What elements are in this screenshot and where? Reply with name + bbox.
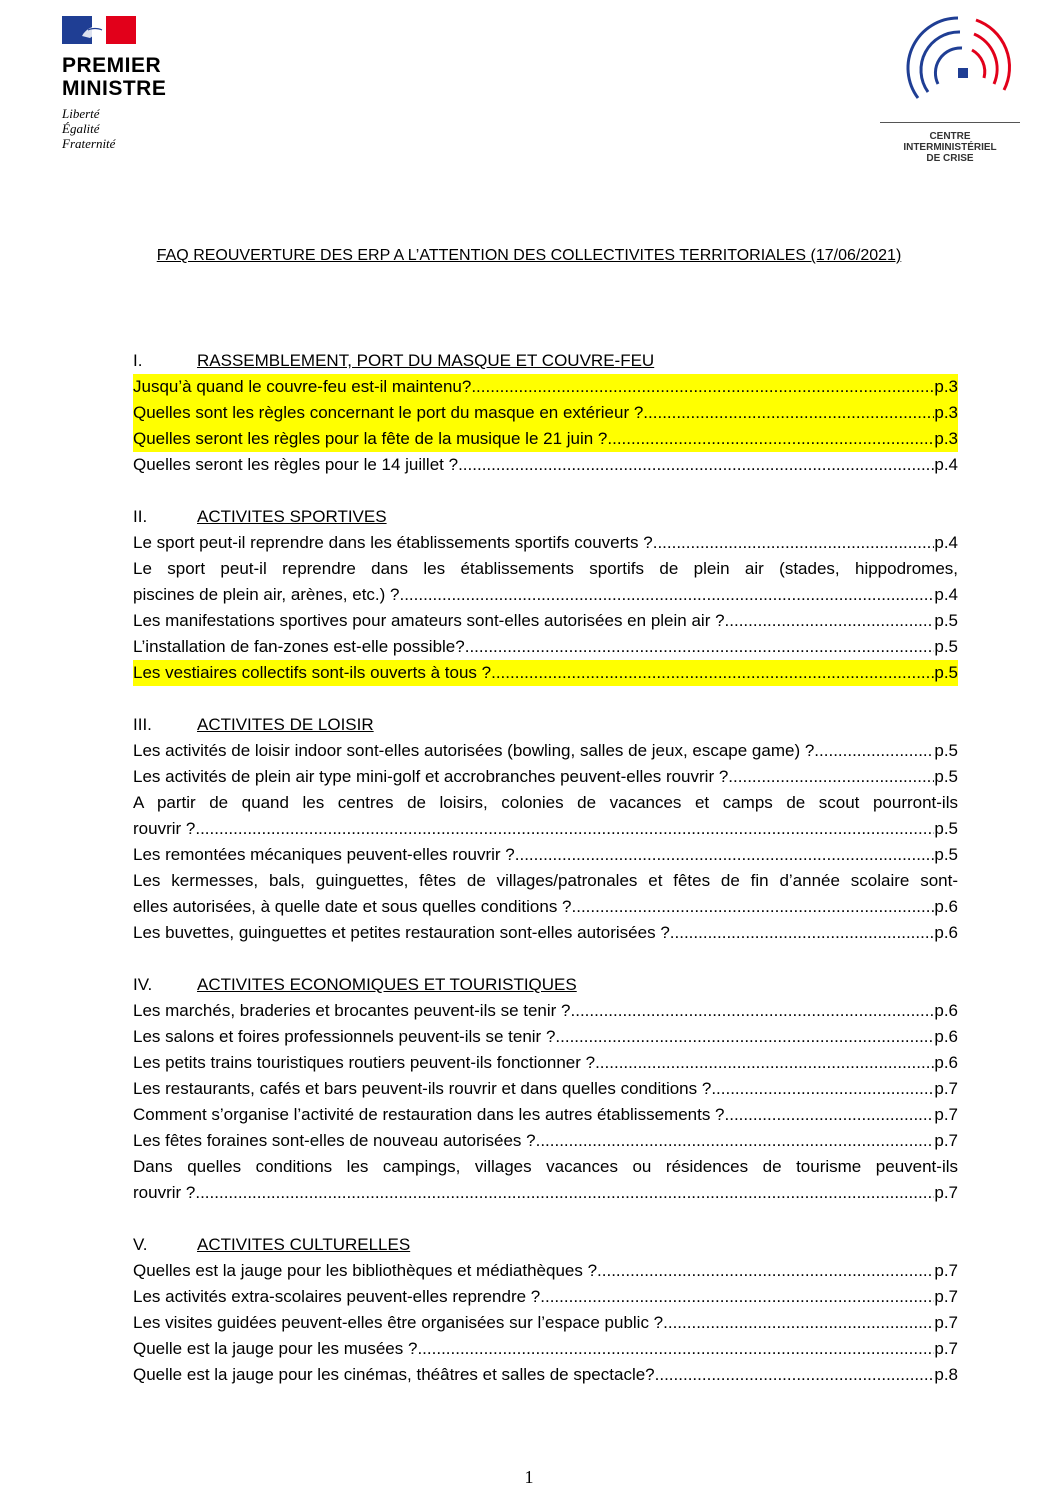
toc-entry-line (133, 920, 958, 946)
toc-entry-text: Les restaurants, cafés et bars peuvent-ils rouvrir et dans quelles conditions ? (133, 1079, 712, 1098)
toc-entry[interactable] (133, 400, 958, 426)
toc-page-ref: p.6 (934, 1001, 958, 1020)
toc-entry-text: Les activités de plein air type mini-golf et accrobranches peuvent-elles rouvrir ? (133, 767, 729, 786)
toc-entry-line (133, 816, 958, 842)
dot-leader (571, 998, 935, 1024)
toc-entry-highlighted (133, 400, 958, 426)
toc-section (133, 504, 958, 686)
toc-page-ref: p.5 (934, 767, 958, 786)
toc-page-ref: p.3 (934, 377, 958, 396)
motto-egalite: Égalité (62, 121, 100, 136)
toc-entry-line (133, 1336, 958, 1362)
motto-liberte: Liberté (62, 106, 100, 121)
toc-entry-line (133, 1362, 958, 1388)
toc-entry-highlighted (133, 426, 958, 452)
dot-leader (458, 452, 934, 478)
toc-entry[interactable] (133, 764, 958, 790)
toc-entry-text: Les visites guidées peuvent-elles être organisées sur l’espace public ? (133, 1313, 664, 1332)
toc-entry-text: piscines de plein air, arènes, etc.) ? (133, 585, 400, 604)
toc-page-ref: p.6 (934, 1053, 958, 1072)
dot-leader (555, 1024, 934, 1050)
toc-entry-line (133, 1128, 958, 1154)
section-title: ACTIVITES SPORTIVES (197, 507, 387, 526)
section-title: ACTIVITES CULTURELLES (197, 1235, 411, 1254)
toc-entry[interactable] (133, 1362, 958, 1388)
toc-entry-text: elles autorisées, à quelle date et sous quelles conditions ? (133, 897, 572, 916)
dot-leader (465, 634, 935, 660)
toc-page-ref: p.6 (934, 1027, 958, 1046)
table-of-contents (133, 348, 958, 1414)
toc-entry[interactable] (133, 738, 958, 764)
toc-entry-line (133, 1076, 958, 1102)
section-heading (133, 712, 958, 738)
toc-entry[interactable] (133, 426, 958, 452)
cic-line-3: DE CRISE (926, 153, 974, 164)
toc-entry-line (133, 1024, 958, 1050)
toc-entry-line (133, 1284, 958, 1310)
toc-page-ref: p.7 (934, 1261, 958, 1280)
dot-leader (195, 1180, 934, 1206)
toc-page-ref: p.4 (934, 455, 958, 474)
dot-leader (471, 374, 934, 400)
section-heading (133, 972, 958, 998)
section-heading (133, 504, 958, 530)
section-heading (133, 348, 958, 374)
toc-entry-line (133, 452, 958, 478)
toc-entry[interactable] (133, 998, 958, 1024)
centre-interministeriel-logo (880, 10, 1020, 164)
toc-entry[interactable] (133, 842, 958, 868)
toc-entry[interactable] (133, 1154, 958, 1206)
dot-leader (417, 1336, 934, 1362)
toc-page-ref: p.5 (934, 611, 958, 630)
toc-entry-text: Les buvettes, guinguettes et petites restauration sont-elles autorisées ? (133, 923, 670, 942)
toc-entry-text: Quelles est la jauge pour les bibliothèques et médiathèques ? (133, 1261, 598, 1280)
section-title: RASSEMBLEMENT, PORT DU MASQUE ET COUVRE-FEU (197, 351, 655, 370)
toc-entry-line (133, 1258, 958, 1284)
toc-entry-highlighted (133, 374, 958, 400)
toc-page-ref: p.7 (934, 1339, 958, 1358)
toc-entry-text: Les fêtes foraines sont-elles de nouveau autorisées ? (133, 1131, 536, 1150)
toc-page-ref: p.7 (934, 1131, 958, 1150)
crisis-center-label (880, 122, 1020, 164)
dot-leader (572, 894, 935, 920)
motto (62, 106, 212, 151)
toc-entry-text-line1: Le sport peut-il reprendre dans les établissements sportifs de plein air (stades, hippodromes, (133, 559, 958, 578)
toc-entry-text: Jusqu’à quand le couvre-feu est-il maintenu? (133, 377, 472, 396)
toc-entry[interactable] (133, 556, 958, 608)
toc-entry-text: Les activités de loisir indoor sont-elles autorisées (bowling, salles de jeux, escape game) ? (133, 741, 815, 760)
toc-page-ref: p.6 (934, 897, 958, 916)
toc-entry-line (133, 582, 958, 608)
toc-entry-line (133, 842, 958, 868)
toc-entry-text: L’installation de fan-zones est-elle possible? (133, 637, 465, 656)
dot-leader (655, 1362, 935, 1388)
section-number: V. (133, 1235, 148, 1254)
toc-entry-text-line1: Dans quelles conditions les campings, villages vacances ou résidences de tourisme peuvent-ils (133, 1157, 958, 1176)
toc-section (133, 712, 958, 946)
dot-leader (670, 920, 935, 946)
dot-leader (515, 842, 935, 868)
dot-leader (597, 1258, 934, 1284)
toc-entry[interactable] (133, 1310, 958, 1336)
toc-page-ref: p.5 (934, 663, 958, 682)
toc-page-ref: p.7 (934, 1183, 958, 1202)
dot-leader (643, 400, 934, 426)
toc-entry-text: Quelles seront les règles pour le 14 juillet ? (133, 455, 459, 474)
cic-line-1: CENTRE (929, 131, 971, 142)
toc-section (133, 972, 958, 1206)
toc-page-ref: p.7 (934, 1079, 958, 1098)
toc-entry-line (133, 764, 958, 790)
toc-entry-text: Quelles sont les règles concernant le port du masque en extérieur ? (133, 403, 644, 422)
toc-entry-text: Les marchés, braderies et brocantes peuvent-ils se tenir ? (133, 1001, 571, 1020)
toc-entry-text: Le sport peut-il reprendre dans les établissements sportifs couverts ? (133, 533, 653, 552)
logo-text-ministre: MINISTRE (62, 77, 167, 100)
toc-section (133, 1232, 958, 1388)
toc-entry-line (133, 1180, 958, 1206)
toc-page-ref: p.7 (934, 1105, 958, 1124)
toc-entry-line (133, 530, 958, 556)
dot-leader (725, 608, 935, 634)
toc-entry-text: Les manifestations sportives pour amateurs sont-elles autorisées en plein air ? (133, 611, 725, 630)
section-number: II. (133, 507, 148, 526)
toc-entry[interactable] (133, 530, 958, 556)
toc-entry[interactable] (133, 1050, 958, 1076)
dot-leader (728, 764, 934, 790)
section-heading (133, 1232, 958, 1258)
french-flag-icon (62, 16, 136, 44)
section-number: I. (133, 351, 143, 370)
toc-entry-line (133, 1310, 958, 1336)
toc-entry-line (133, 1102, 958, 1128)
toc-page-ref: p.5 (934, 637, 958, 656)
dot-leader (595, 1050, 934, 1076)
toc-page-ref: p.4 (934, 585, 958, 604)
motto-fraternite: Fraternité (62, 136, 116, 151)
toc-page-ref: p.5 (934, 741, 958, 760)
toc-entry[interactable] (133, 920, 958, 946)
dot-leader (725, 1102, 935, 1128)
toc-entry-text: Comment s’organise l’activité de restauration dans les autres établissements ? (133, 1105, 725, 1124)
toc-entry[interactable] (133, 868, 958, 920)
toc-entry-text: Les salons et foires professionnels peuvent-ils se tenir ? (133, 1027, 556, 1046)
dot-leader (536, 1128, 935, 1154)
toc-entry[interactable] (133, 1336, 958, 1362)
toc-entry[interactable] (133, 374, 958, 400)
dot-leader (814, 738, 934, 764)
toc-entry[interactable] (133, 1128, 958, 1154)
toc-entry-text: Quelles seront les règles pour la fête de la musique le 21 juin ? (133, 429, 608, 448)
toc-entry[interactable] (133, 1258, 958, 1284)
dot-leader (491, 660, 934, 686)
toc-entry[interactable] (133, 1024, 958, 1050)
page-number: 1 (524, 1467, 534, 1487)
toc-entry[interactable] (133, 634, 958, 660)
toc-entry[interactable] (133, 1102, 958, 1128)
toc-page-ref: p.3 (934, 429, 958, 448)
premier-ministre-logo (62, 16, 212, 151)
dot-leader (711, 1076, 934, 1102)
dot-leader (607, 426, 934, 452)
marianne-icon (62, 16, 136, 44)
toc-entry-text-line1: Les kermesses, bals, guinguettes, fêtes de villages/patronales et fêtes de fin d’année scolaire sont- (133, 871, 958, 890)
section-title: ACTIVITES DE LOISIR (197, 715, 374, 734)
toc-page-ref: p.3 (934, 403, 958, 422)
toc-page-ref: p.7 (934, 1313, 958, 1332)
toc-entry-text: Quelle est la jauge pour les cinémas, théâtres et salles de spectacle? (133, 1365, 655, 1384)
toc-entry-text-line1: A partir de quand les centres de loisirs, colonies de vacances et camps de scout pourront-ils (133, 793, 958, 812)
toc-entry[interactable] (133, 1076, 958, 1102)
toc-entry-line (133, 1050, 958, 1076)
toc-page-ref: p.4 (934, 533, 958, 552)
toc-page-ref: p.5 (934, 845, 958, 864)
toc-entry[interactable] (133, 452, 958, 478)
toc-entry-line (133, 998, 958, 1024)
dot-leader (663, 1310, 934, 1336)
toc-page-ref: p.6 (934, 923, 958, 942)
toc-entry-text: rouvrir ? (133, 819, 196, 838)
crisis-center-emblem-icon (880, 10, 1020, 115)
toc-entry-text: Les petits trains touristiques routiers peuvent-ils fonctionner ? (133, 1053, 596, 1072)
logo-text-premier: PREMIER (62, 54, 162, 77)
section-title: ACTIVITES ECONOMIQUES ET TOURISTIQUES (197, 975, 577, 994)
toc-entry[interactable] (133, 1284, 958, 1310)
toc-entry-text: Les remontées mécaniques peuvent-elles rouvrir ? (133, 845, 515, 864)
toc-entry[interactable] (133, 608, 958, 634)
toc-entry-text: Les activités extra-scolaires peuvent-elles reprendre ? (133, 1287, 541, 1306)
section-number: IV. (133, 975, 153, 994)
toc-entry[interactable] (133, 660, 958, 686)
toc-section (133, 348, 958, 478)
toc-page-ref: p.7 (934, 1287, 958, 1306)
dot-leader (399, 582, 934, 608)
cic-line-2: INTERMINISTÉRIEL (903, 142, 997, 153)
toc-entry-line (133, 738, 958, 764)
toc-entry-text: rouvrir ? (133, 1183, 196, 1202)
toc-entry-text: Quelle est la jauge pour les musées ? (133, 1339, 418, 1358)
toc-entry-highlighted (133, 660, 958, 686)
section-number: III. (133, 715, 152, 734)
dot-leader (540, 1284, 934, 1310)
toc-entry-text: Les vestiaires collectifs sont-ils ouverts à tous ? (133, 663, 492, 682)
toc-page-ref: p.8 (934, 1365, 958, 1384)
dot-leader (653, 530, 935, 556)
toc-entry[interactable] (133, 790, 958, 842)
dot-leader (195, 816, 934, 842)
toc-page-ref: p.5 (934, 819, 958, 838)
document-title: FAQ REOUVERTURE DES ERP A L’ATTENTION DES COLLECTIVITES TERRITORIALES (17/06/2021) (156, 247, 902, 264)
toc-entry-line (133, 608, 958, 634)
toc-entry-line (133, 894, 958, 920)
toc-entry-line (133, 634, 958, 660)
